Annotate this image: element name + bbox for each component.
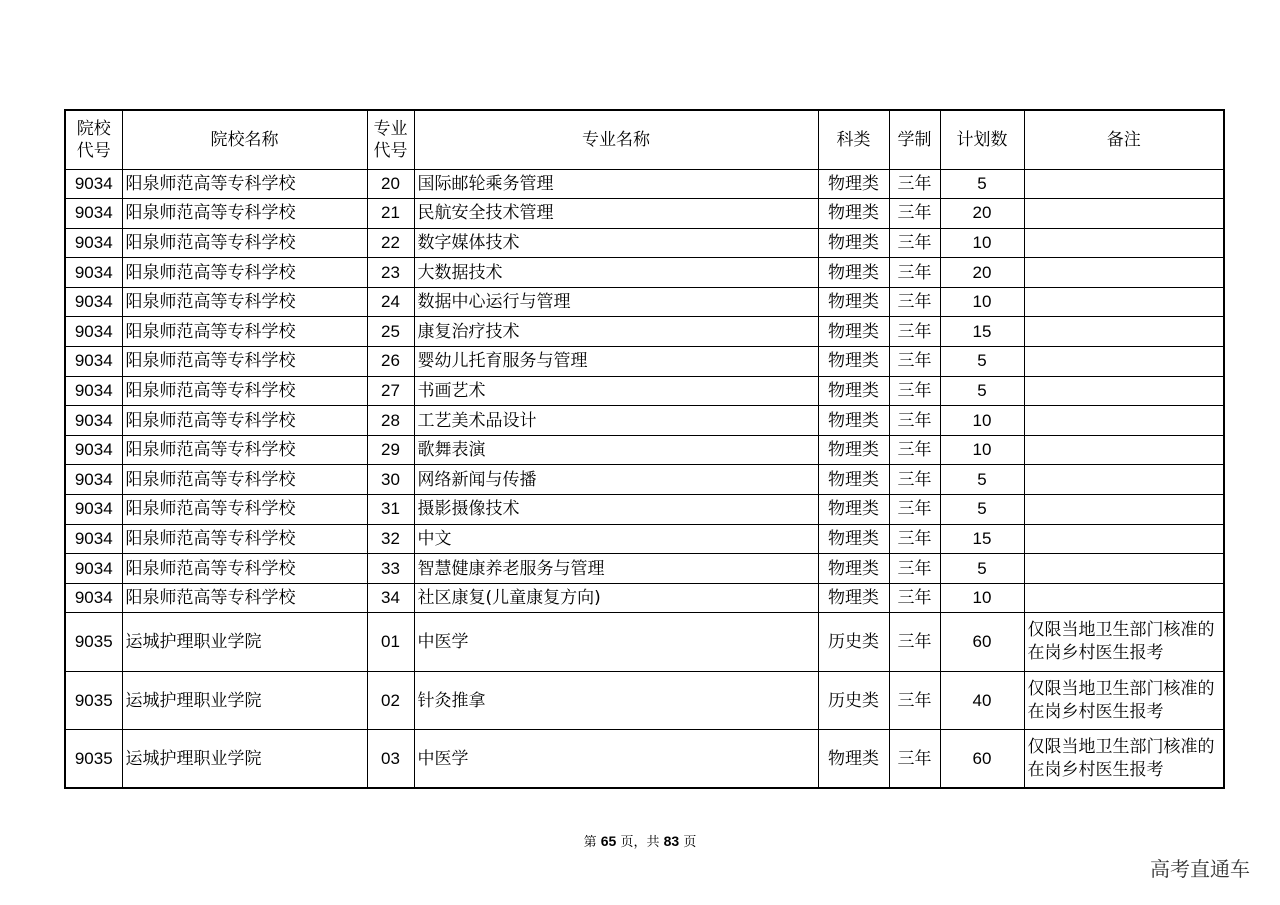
header-category: 科类	[818, 110, 889, 169]
cell-major-code: 34	[367, 583, 414, 613]
cell-school-name: 阳泉师范高等专科学校	[122, 376, 367, 406]
cell-category: 物理类	[818, 317, 889, 347]
cell-plan: 5	[940, 376, 1024, 406]
cell-duration: 三年	[889, 554, 940, 584]
cell-remark: 仅限当地卫生部门核准的在岗乡村医生报考	[1024, 671, 1224, 730]
footer-total-pages: 83	[663, 833, 680, 849]
cell-school-code: 9034	[65, 347, 122, 377]
cell-remark	[1024, 406, 1224, 436]
cell-plan: 10	[940, 287, 1024, 317]
cell-duration: 三年	[889, 376, 940, 406]
footer-prefix: 第	[583, 835, 597, 850]
header-remark: 备注	[1024, 110, 1224, 169]
cell-major-code: 24	[367, 287, 414, 317]
cell-major-name: 智慧健康养老服务与管理	[414, 554, 818, 584]
cell-school-name: 阳泉师范高等专科学校	[122, 554, 367, 584]
cell-remark	[1024, 376, 1224, 406]
cell-school-code: 9034	[65, 228, 122, 258]
cell-school-name: 阳泉师范高等专科学校	[122, 287, 367, 317]
cell-category: 物理类	[818, 435, 889, 465]
cell-remark	[1024, 228, 1224, 258]
cell-major-code: 27	[367, 376, 414, 406]
cell-major-code: 31	[367, 495, 414, 525]
header-major-code: 专业代号	[367, 110, 414, 169]
watermark-text: 高考直通车	[1150, 857, 1250, 881]
table-row	[65, 347, 1224, 377]
cell-school-name: 阳泉师范高等专科学校	[122, 199, 367, 229]
cell-category: 物理类	[818, 406, 889, 436]
cell-remark	[1024, 258, 1224, 288]
cell-major-name: 民航安全技术管理	[414, 199, 818, 229]
cell-school-code: 9034	[65, 199, 122, 229]
cell-remark	[1024, 524, 1224, 554]
cell-school-name: 阳泉师范高等专科学校	[122, 583, 367, 613]
cell-duration: 三年	[889, 435, 940, 465]
header-plan: 计划数	[940, 110, 1024, 169]
cell-category: 物理类	[818, 730, 889, 789]
table-row	[65, 435, 1224, 465]
cell-school-code: 9034	[65, 435, 122, 465]
cell-duration: 三年	[889, 406, 940, 436]
cell-duration: 三年	[889, 169, 940, 199]
cell-plan: 5	[940, 495, 1024, 525]
cell-plan: 10	[940, 583, 1024, 613]
cell-school-name: 阳泉师范高等专科学校	[122, 495, 367, 525]
cell-duration: 三年	[889, 465, 940, 495]
cell-category: 物理类	[818, 376, 889, 406]
cell-plan: 20	[940, 199, 1024, 229]
cell-duration: 三年	[889, 524, 940, 554]
cell-remark: 仅限当地卫生部门核准的在岗乡村医生报考	[1024, 730, 1224, 789]
cell-category: 物理类	[818, 347, 889, 377]
cell-school-code: 9034	[65, 465, 122, 495]
cell-major-code: 26	[367, 347, 414, 377]
cell-major-code: 30	[367, 465, 414, 495]
table-row	[65, 228, 1224, 258]
cell-duration: 三年	[889, 258, 940, 288]
cell-remark	[1024, 287, 1224, 317]
cell-plan: 5	[940, 169, 1024, 199]
cell-school-code: 9035	[65, 671, 122, 730]
cell-duration: 三年	[889, 583, 940, 613]
cell-plan: 5	[940, 347, 1024, 377]
cell-major-name: 大数据技术	[414, 258, 818, 288]
cell-plan: 40	[940, 671, 1024, 730]
cell-duration: 三年	[889, 671, 940, 730]
table-row	[65, 169, 1224, 199]
cell-remark	[1024, 583, 1224, 613]
cell-school-code: 9035	[65, 613, 122, 672]
cell-plan: 60	[940, 613, 1024, 672]
cell-school-code: 9034	[65, 169, 122, 199]
cell-school-name: 运城护理职业学院	[122, 613, 367, 672]
cell-school-name: 运城护理职业学院	[122, 671, 367, 730]
cell-major-name: 数字媒体技术	[414, 228, 818, 258]
table-row	[65, 671, 1224, 730]
cell-school-code: 9034	[65, 406, 122, 436]
cell-major-name: 社区康复(儿童康复方向)	[414, 583, 818, 613]
cell-plan: 5	[940, 554, 1024, 584]
footer-page-number: 65	[600, 833, 617, 849]
cell-duration: 三年	[889, 347, 940, 377]
cell-category: 物理类	[818, 199, 889, 229]
cell-duration: 三年	[889, 287, 940, 317]
cell-remark	[1024, 317, 1224, 347]
cell-category: 历史类	[818, 671, 889, 730]
footer-suffix: 页	[683, 835, 697, 850]
cell-remark	[1024, 435, 1224, 465]
table-row	[65, 730, 1224, 789]
table-row	[65, 287, 1224, 317]
cell-major-code: 23	[367, 258, 414, 288]
cell-major-name: 针灸推拿	[414, 671, 818, 730]
cell-major-code: 20	[367, 169, 414, 199]
table-row	[65, 406, 1224, 436]
cell-major-name: 摄影摄像技术	[414, 495, 818, 525]
table-row	[65, 583, 1224, 613]
cell-plan: 5	[940, 465, 1024, 495]
cell-school-name: 阳泉师范高等专科学校	[122, 465, 367, 495]
cell-school-code: 9034	[65, 554, 122, 584]
cell-plan: 10	[940, 228, 1024, 258]
cell-plan: 10	[940, 435, 1024, 465]
admission-plan-table	[64, 109, 1225, 789]
cell-major-name: 网络新闻与传播	[414, 465, 818, 495]
table-row	[65, 613, 1224, 672]
table-row	[65, 199, 1224, 229]
cell-major-code: 32	[367, 524, 414, 554]
cell-major-name: 中文	[414, 524, 818, 554]
cell-school-name: 阳泉师范高等专科学校	[122, 228, 367, 258]
cell-school-code: 9034	[65, 376, 122, 406]
cell-major-name: 婴幼儿托育服务与管理	[414, 347, 818, 377]
cell-major-name: 工艺美术品设计	[414, 406, 818, 436]
header-school-code: 院校代号	[65, 110, 122, 169]
cell-school-code: 9034	[65, 583, 122, 613]
cell-plan: 20	[940, 258, 1024, 288]
cell-major-code: 28	[367, 406, 414, 436]
cell-remark	[1024, 554, 1224, 584]
cell-category: 物理类	[818, 583, 889, 613]
cell-remark	[1024, 169, 1224, 199]
cell-category: 物理类	[818, 524, 889, 554]
cell-school-code: 9034	[65, 524, 122, 554]
header-duration: 学制	[889, 110, 940, 169]
cell-category: 物理类	[818, 228, 889, 258]
cell-major-name: 数据中心运行与管理	[414, 287, 818, 317]
cell-major-code: 25	[367, 317, 414, 347]
cell-plan: 15	[940, 317, 1024, 347]
cell-major-name: 书画艺术	[414, 376, 818, 406]
cell-school-name: 阳泉师范高等专科学校	[122, 169, 367, 199]
cell-major-name: 中医学	[414, 730, 818, 789]
cell-duration: 三年	[889, 613, 940, 672]
cell-school-name: 阳泉师范高等专科学校	[122, 524, 367, 554]
cell-major-code: 02	[367, 671, 414, 730]
cell-major-code: 22	[367, 228, 414, 258]
cell-school-code: 9034	[65, 258, 122, 288]
page-footer	[0, 831, 1280, 850]
cell-school-name: 阳泉师范高等专科学校	[122, 317, 367, 347]
cell-school-name: 阳泉师范高等专科学校	[122, 406, 367, 436]
table-row	[65, 524, 1224, 554]
cell-category: 物理类	[818, 495, 889, 525]
cell-remark: 仅限当地卫生部门核准的在岗乡村医生报考	[1024, 613, 1224, 672]
cell-category: 物理类	[818, 465, 889, 495]
cell-major-code: 01	[367, 613, 414, 672]
cell-remark	[1024, 495, 1224, 525]
cell-remark	[1024, 347, 1224, 377]
table-row	[65, 317, 1224, 347]
cell-remark	[1024, 199, 1224, 229]
cell-school-code: 9034	[65, 495, 122, 525]
cell-remark	[1024, 465, 1224, 495]
table-body	[65, 169, 1224, 788]
cell-school-name: 阳泉师范高等专科学校	[122, 347, 367, 377]
cell-major-name: 歌舞表演	[414, 435, 818, 465]
cell-category: 物理类	[818, 169, 889, 199]
cell-plan: 15	[940, 524, 1024, 554]
cell-school-name: 运城护理职业学院	[122, 730, 367, 789]
cell-duration: 三年	[889, 317, 940, 347]
cell-major-name: 国际邮轮乘务管理	[414, 169, 818, 199]
table-row	[65, 376, 1224, 406]
cell-category: 物理类	[818, 554, 889, 584]
cell-major-name: 康复治疗技术	[414, 317, 818, 347]
header-school-name: 院校名称	[122, 110, 367, 169]
footer-mid: 页，共	[620, 835, 660, 850]
cell-plan: 60	[940, 730, 1024, 789]
cell-duration: 三年	[889, 199, 940, 229]
header-major-name: 专业名称	[414, 110, 818, 169]
cell-major-code: 03	[367, 730, 414, 789]
cell-school-name: 阳泉师范高等专科学校	[122, 258, 367, 288]
cell-major-name: 中医学	[414, 613, 818, 672]
cell-duration: 三年	[889, 495, 940, 525]
cell-category: 历史类	[818, 613, 889, 672]
cell-plan: 10	[940, 406, 1024, 436]
table-row	[65, 554, 1224, 584]
table-row	[65, 258, 1224, 288]
cell-duration: 三年	[889, 730, 940, 789]
table-row	[65, 465, 1224, 495]
cell-school-name: 阳泉师范高等专科学校	[122, 435, 367, 465]
cell-duration: 三年	[889, 228, 940, 258]
cell-major-code: 29	[367, 435, 414, 465]
table-header-row	[65, 110, 1224, 169]
cell-major-code: 21	[367, 199, 414, 229]
cell-school-code: 9034	[65, 287, 122, 317]
table-row	[65, 495, 1224, 525]
cell-school-code: 9035	[65, 730, 122, 789]
cell-major-code: 33	[367, 554, 414, 584]
cell-category: 物理类	[818, 258, 889, 288]
cell-category: 物理类	[818, 287, 889, 317]
cell-school-code: 9034	[65, 317, 122, 347]
